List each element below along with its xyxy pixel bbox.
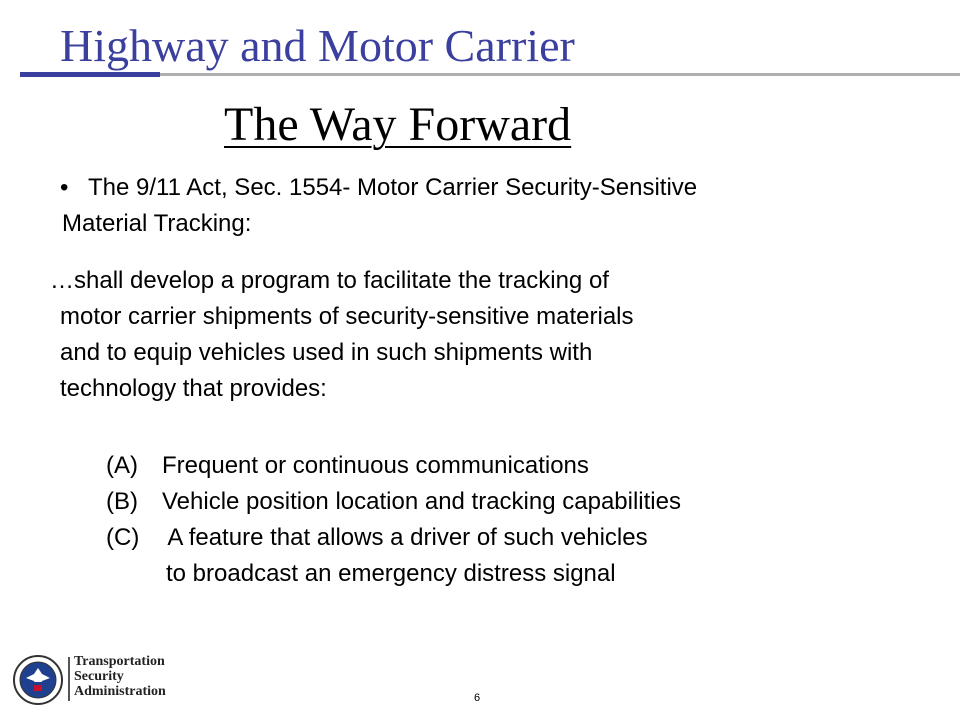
- item-label: (B): [106, 488, 138, 515]
- tsa-logo: [12, 654, 192, 710]
- bullet-glyph: •: [60, 174, 69, 201]
- logo-wordmark: Transportation Security Administration: [74, 654, 166, 699]
- requirements-list: [106, 448, 926, 592]
- list-item-a: [106, 448, 926, 484]
- item-continuation: to broadcast an emergency distress signal: [166, 560, 616, 587]
- bullet-text-line2: Material Tracking:: [62, 210, 252, 237]
- logo-divider: [68, 657, 70, 701]
- quote-line4: technology that provides:: [60, 375, 327, 402]
- item-label: (A): [106, 452, 138, 479]
- bullet-text-line1: The 9/11 Act, Sec. 1554- Motor Carrier Security-Sensitive: [88, 174, 698, 201]
- slide-subtitle: The Way Forward: [224, 98, 572, 151]
- page-number: 6: [474, 692, 481, 704]
- bullet-item: [60, 170, 940, 242]
- dhs-seal-icon: [12, 654, 64, 706]
- title-rule-gray: [140, 73, 960, 76]
- list-item-b: [106, 484, 926, 520]
- slide-title: Highway and Motor Carrier: [60, 20, 575, 71]
- item-text: Vehicle position location and tracking capabilities: [162, 488, 681, 515]
- item-label: (C): [106, 524, 140, 551]
- quote-line3: and to equip vehicles used in such shipments with: [60, 339, 593, 366]
- list-item-c: [106, 520, 926, 592]
- title-rule-accent: [20, 72, 160, 77]
- quote-line2: motor carrier shipments of security-sensitive materials: [60, 303, 634, 330]
- quote-paragraph: [50, 263, 930, 407]
- quote-line1: …shall develop a program to facilitate the tracking of: [50, 267, 609, 294]
- item-text: Frequent or continuous communications: [162, 452, 589, 479]
- item-text: A feature that allows a driver of such vehicles: [162, 524, 648, 551]
